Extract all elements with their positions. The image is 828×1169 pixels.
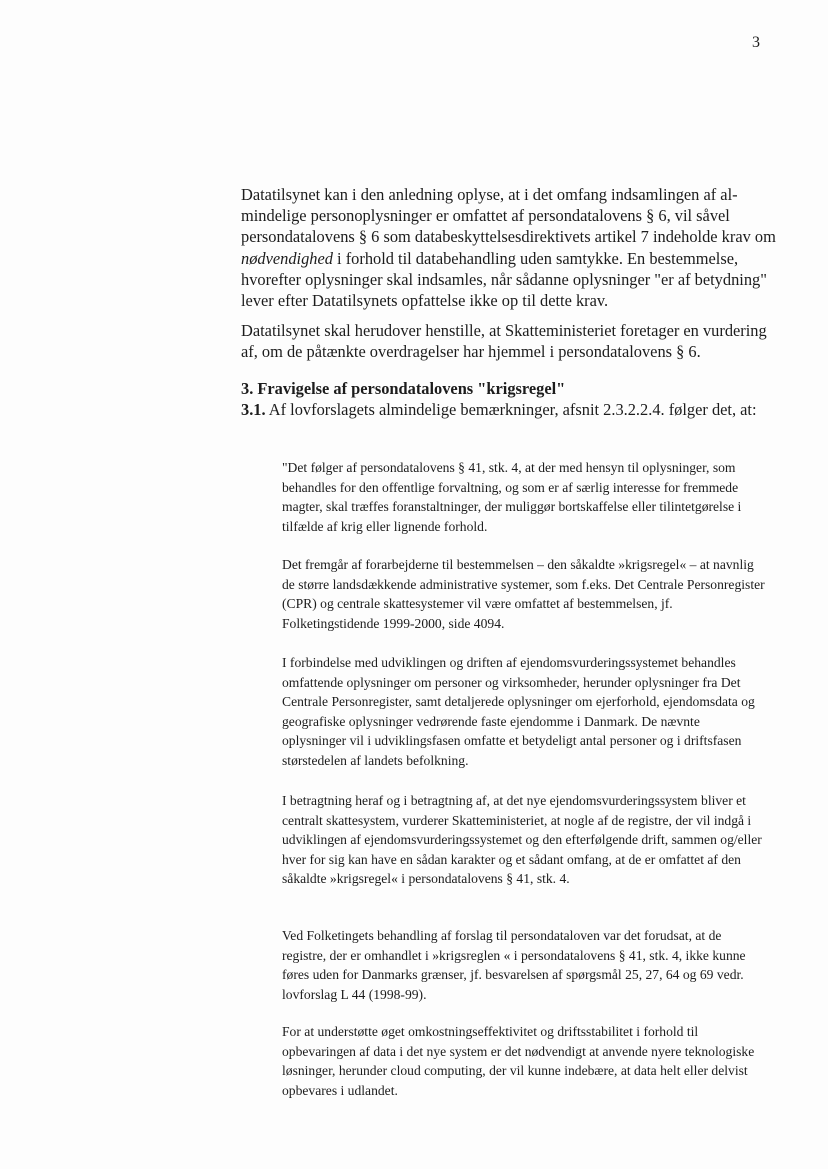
paragraph-recommendation: Datatilsynet skal herudover henstille, at Skatteministeriet foretager en vurdering af, om de påtænkte overdragelser har hjemmel i persondatalovens § 6. <box>241 321 767 362</box>
quote-paragraph-4: I betragtning heraf og i betragtning af, at det nye ejendomsvurderingssystem bliver et centralt skattesystem, vurderer Skatteministeriet, at nogle af de registre, der vil indgå i udviklingen af ejendomsvurderingssystemet og den efterfølgende drift, sammen og/eller hver for sig kan have en sådan karakter og et sådant omfang, at de er omfattet af den såkaldte »krigsregel« i persondatalovens § 41, stk. 4. <box>282 793 762 887</box>
quote-paragraph-1: "Det følger af persondatalovens § 41, stk. 4, at der med hensyn til oplysninger, som behandles for den offentlige forvaltning, og som er af særlig interesse for fremmede magter, skal træffes foranstaltninger, der muliggør bortskaffelse eller tilintetgørelse i tilfælde af krig eller lignende forhold. <box>282 460 742 534</box>
paragraph-necessity <box>241 184 777 311</box>
quote-paragraph-6: For at understøtte øget omkostningseffektivitet og driftsstabilitet i forhold til opbevaringen af data i det nye system er det nødvendigt at anvende nyere teknologiske løsninger, herunder cloud computing, der vil kunne indebære, at data helt eller delvist opbevares i udlandet. <box>282 1024 755 1098</box>
subsection-intro <box>241 399 777 420</box>
paragraph-necessity-part-a: Datatilsynet kan i den anledning oplyse, at i det omfang indsamlingen af almindelige personoplysninger er omfattet af persondatalovens § 6, vil såvel persondatalovens § 6 som databeskyttelsesdirektivets artikel 7 indeholde krav om <box>241 185 776 247</box>
subsection-number: 3.1. <box>241 400 266 419</box>
quote-paragraph-5: Ved Folketingets behandling af forslag til persondataloven var det forudsat, at de registre, der er omhandlet i »krigsreglen « i persondatalovens § 41, stk. 4, ikke kunne føres uden for Danmarks grænser, jf. besvarelsen af spørgsmål 25, 27, 64 og 69 vedr. lovforslag L 44 (1998-99). <box>282 928 746 1002</box>
section-heading: 3. Fravigelse af persondatalovens "krigsregel" <box>241 379 566 398</box>
page-number: 3 <box>752 34 760 51</box>
quote-paragraph-3: I forbindelse med udviklingen og driften af ejendomsvurderingssystemet behandles omfattende oplysninger om personer og virksomheder, herunder oplysninger fra Det Centrale Personregister, samt detaljerede oplysninger om ejerforhold, ejendomsdata og geografiske oplysninger vedrørende faste ejendomme i Danmark. De nævnte oplysninger vil i udviklingsfasen omfatte et betydeligt antal personer og i driftsfasen størstedelen af landets befolkning. <box>282 655 755 768</box>
subsection-text: Af lovforslagets almindelige bemærkninger, afsnit 2.3.2.2.4. følger det, at: <box>265 400 757 419</box>
quote-paragraph-2: Det fremgår af forarbejderne til bestemmelsen – den såkaldte »krigsregel« – at navnlig de større landsdækkende administrative systemer, som f.eks. Det Centrale Personregister (CPR) og centrale skattesystemer vil være omfattet af bestemmelsen, jf. Folketingstidende 1999-2000, side 4094. <box>282 557 765 631</box>
paragraph-necessity-part-b: i forhold til databehandling uden samtykke. En bestemmelse, hvorefter oplysninger skal indsamles, når sådanne oplysninger "er af betydning" lever efter Datatilsynets opfattelse ikke op til dette krav. <box>241 248 767 311</box>
paragraph-necessity-emphasis: nødvendighed <box>241 248 333 268</box>
